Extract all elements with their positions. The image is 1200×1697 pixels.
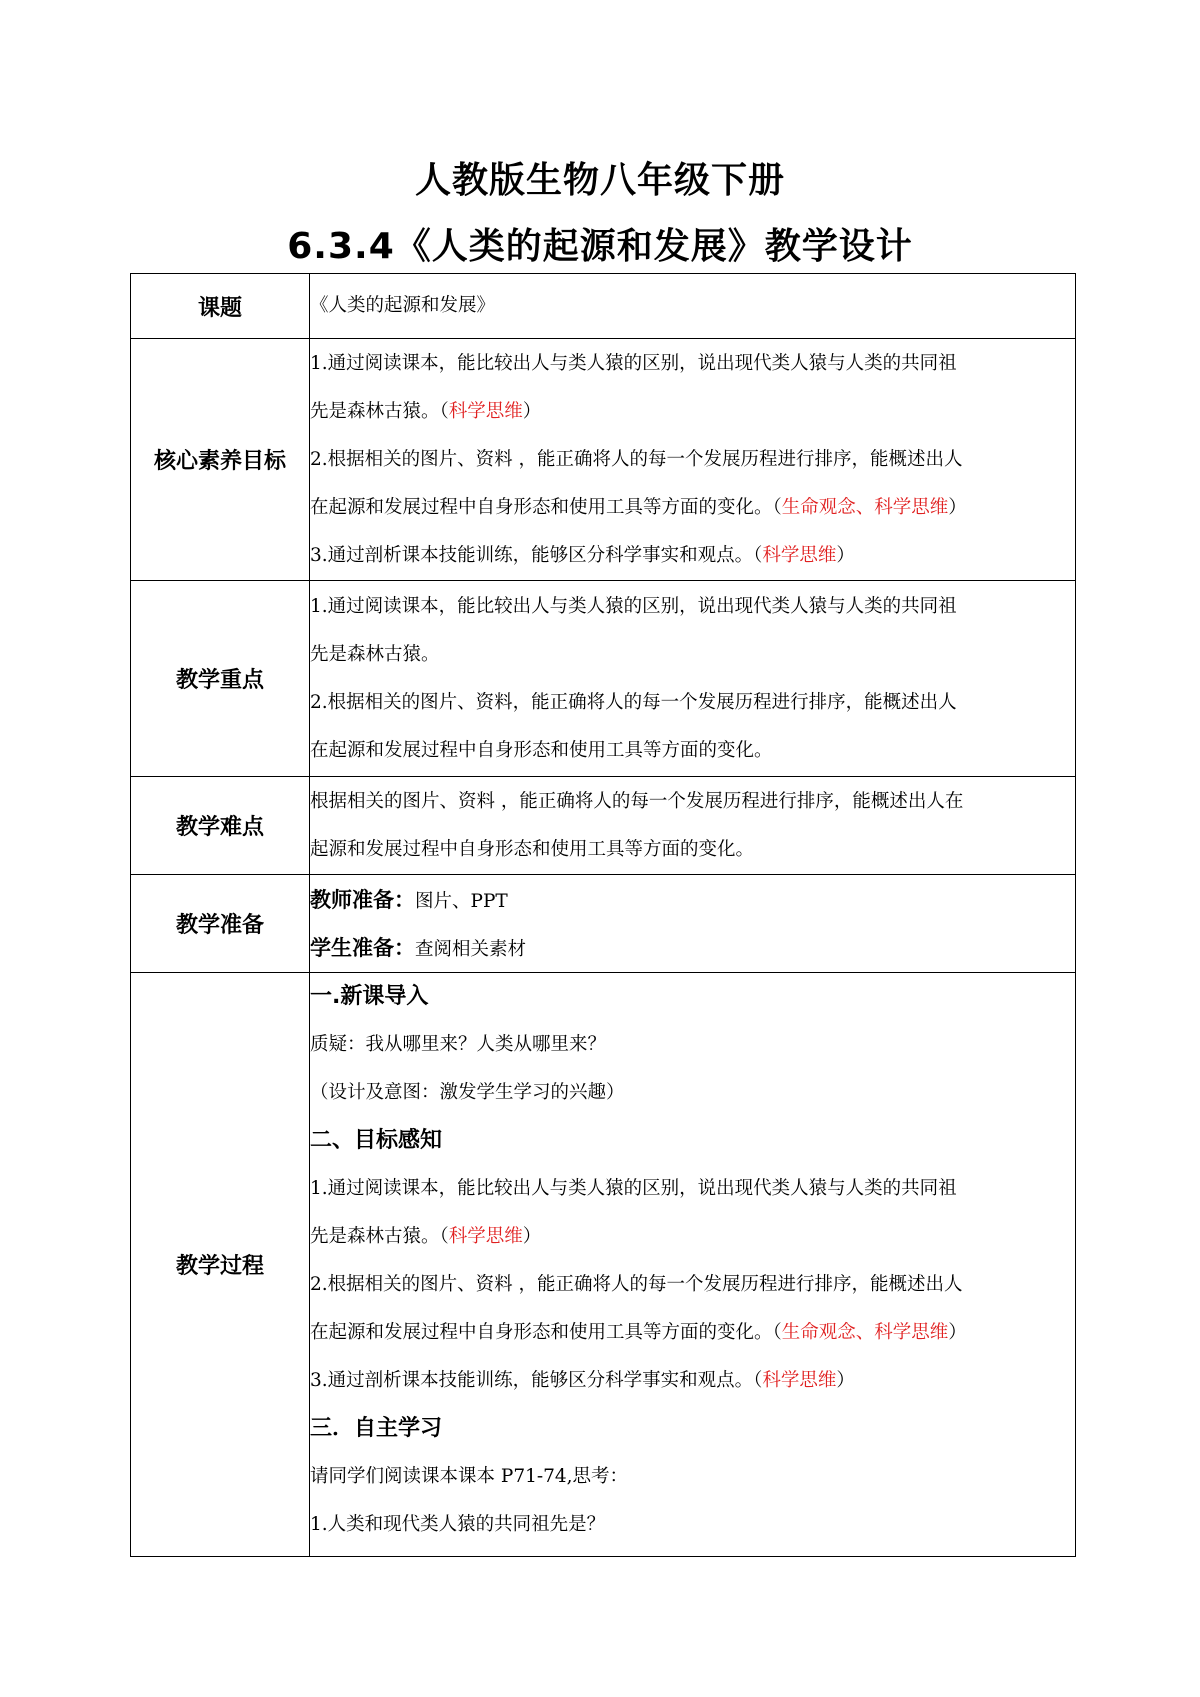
competency-tag: 科学思维 bbox=[448, 1226, 523, 1247]
key-points-label: 教学重点 bbox=[131, 581, 310, 777]
process-label: 教学过程 bbox=[131, 973, 310, 1557]
section-1-line-1: 质疑：我从哪里来？人类从哪里来？ bbox=[310, 1034, 607, 1055]
key-line-4: 在起源和发展过程中自身形态和使用工具等方面的变化。 bbox=[310, 739, 773, 761]
key-line-1: 1.通过阅读课本，能比较出人与类人猿的区别，说出现代类人猿与人类的共同祖 bbox=[310, 595, 957, 617]
key-line-3: 2.根据相关的图片、资料，能正确将人的每一个发展历程进行排序，能概述出人 bbox=[310, 691, 957, 713]
section-3-line-2: 1.人类和现代类人猿的共同祖先是？ bbox=[310, 1514, 606, 1535]
process-goal-2-line-2: 在起源和发展过程中自身形态和使用工具等方面的变化。（生命观念、科学思维） bbox=[310, 1322, 967, 1343]
section-3-line-1: 请同学们阅读课本课本 P71-74,思考： bbox=[310, 1466, 629, 1487]
table-row-topic bbox=[131, 274, 1076, 339]
process-goal-3-line-1: 3.通过剖析课本技能训练，能够区分科学事实和观点。（科学思维） bbox=[310, 1370, 855, 1391]
goals-cell bbox=[310, 339, 1076, 581]
competency-tag: 生命观念、科学思维 bbox=[781, 1322, 949, 1343]
topic-label: 课题 bbox=[131, 274, 310, 339]
goal-3-line-1: 3.通过剖析课本技能训练，能够区分科学事实和观点。（科学思维） bbox=[310, 544, 855, 566]
process-goal-2-line-1: 2.根据相关的图片、资料 ，能正确将人的每一个发展历程进行排序，能概述出人 bbox=[310, 1274, 963, 1295]
document-title: 人教版生物八年级下册 bbox=[414, 160, 785, 201]
key-line-2: 先是森林古猿。 bbox=[310, 643, 440, 665]
section-3-heading: 三．自主学习 bbox=[310, 1416, 443, 1441]
preparation-cell bbox=[310, 875, 1076, 973]
topic-value: 《人类的起源和发展》 bbox=[310, 295, 496, 316]
goal-1-line-1: 1.通过阅读课本，能比较出人与类人猿的区别，说出现代类人猿与人类的共同祖 bbox=[310, 352, 957, 374]
table-row-preparation bbox=[131, 875, 1076, 973]
difficult-line-1: 根据相关的图片、资料 ，能正确将人的每一个发展历程进行排序，能概述出人在 bbox=[310, 790, 964, 812]
goals-label: 核心素养目标 bbox=[131, 339, 310, 581]
section-1-heading: 一.新课导入 bbox=[310, 984, 429, 1009]
difficult-points-label: 教学难点 bbox=[131, 777, 310, 875]
section-1-line-2: （设计及意图：激发学生学习的兴趣） bbox=[310, 1082, 625, 1103]
topic-cell bbox=[310, 274, 1076, 339]
lesson-plan-table bbox=[130, 273, 1076, 1557]
table-row-difficult-points bbox=[131, 777, 1076, 875]
goal-2-line-2: 在起源和发展过程中自身形态和使用工具等方面的变化。（生命观念、科学思维） bbox=[310, 496, 967, 518]
process-cell bbox=[310, 973, 1076, 1557]
difficult-line-2: 起源和发展过程中自身形态和使用工具等方面的变化。 bbox=[310, 838, 755, 860]
student-preparation: 学生准备：查阅相关素材 bbox=[310, 935, 527, 960]
process-goal-1-line-2: 先是森林古猿。（科学思维） bbox=[310, 1226, 542, 1247]
table-row-process bbox=[131, 973, 1076, 1557]
competency-tag: 科学思维 bbox=[762, 1370, 837, 1391]
process-goal-1-line-1: 1.通过阅读课本，能比较出人与类人猿的区别，说出现代类人猿与人类的共同祖 bbox=[310, 1178, 957, 1199]
table-row-key-points bbox=[131, 581, 1076, 777]
section-2-heading: 二、目标感知 bbox=[310, 1128, 443, 1153]
document-subtitle: 6.3.4《人类的起源和发展》教学设计 bbox=[287, 226, 913, 267]
teacher-preparation: 教师准备：图片、PPT bbox=[310, 887, 508, 912]
difficult-points-cell bbox=[310, 777, 1076, 875]
goal-1-line-2: 先是森林古猿。（科学思维） bbox=[310, 400, 542, 422]
competency-tag: 科学思维 bbox=[448, 400, 523, 422]
goal-2-line-1: 2.根据相关的图片、资料 ，能正确将人的每一个发展历程进行排序，能概述出人 bbox=[310, 448, 963, 470]
table-row-goals bbox=[131, 339, 1076, 581]
key-points-cell bbox=[310, 581, 1076, 777]
competency-tag: 生命观念、科学思维 bbox=[781, 496, 949, 518]
competency-tag: 科学思维 bbox=[762, 544, 837, 566]
preparation-label: 教学准备 bbox=[131, 875, 310, 973]
